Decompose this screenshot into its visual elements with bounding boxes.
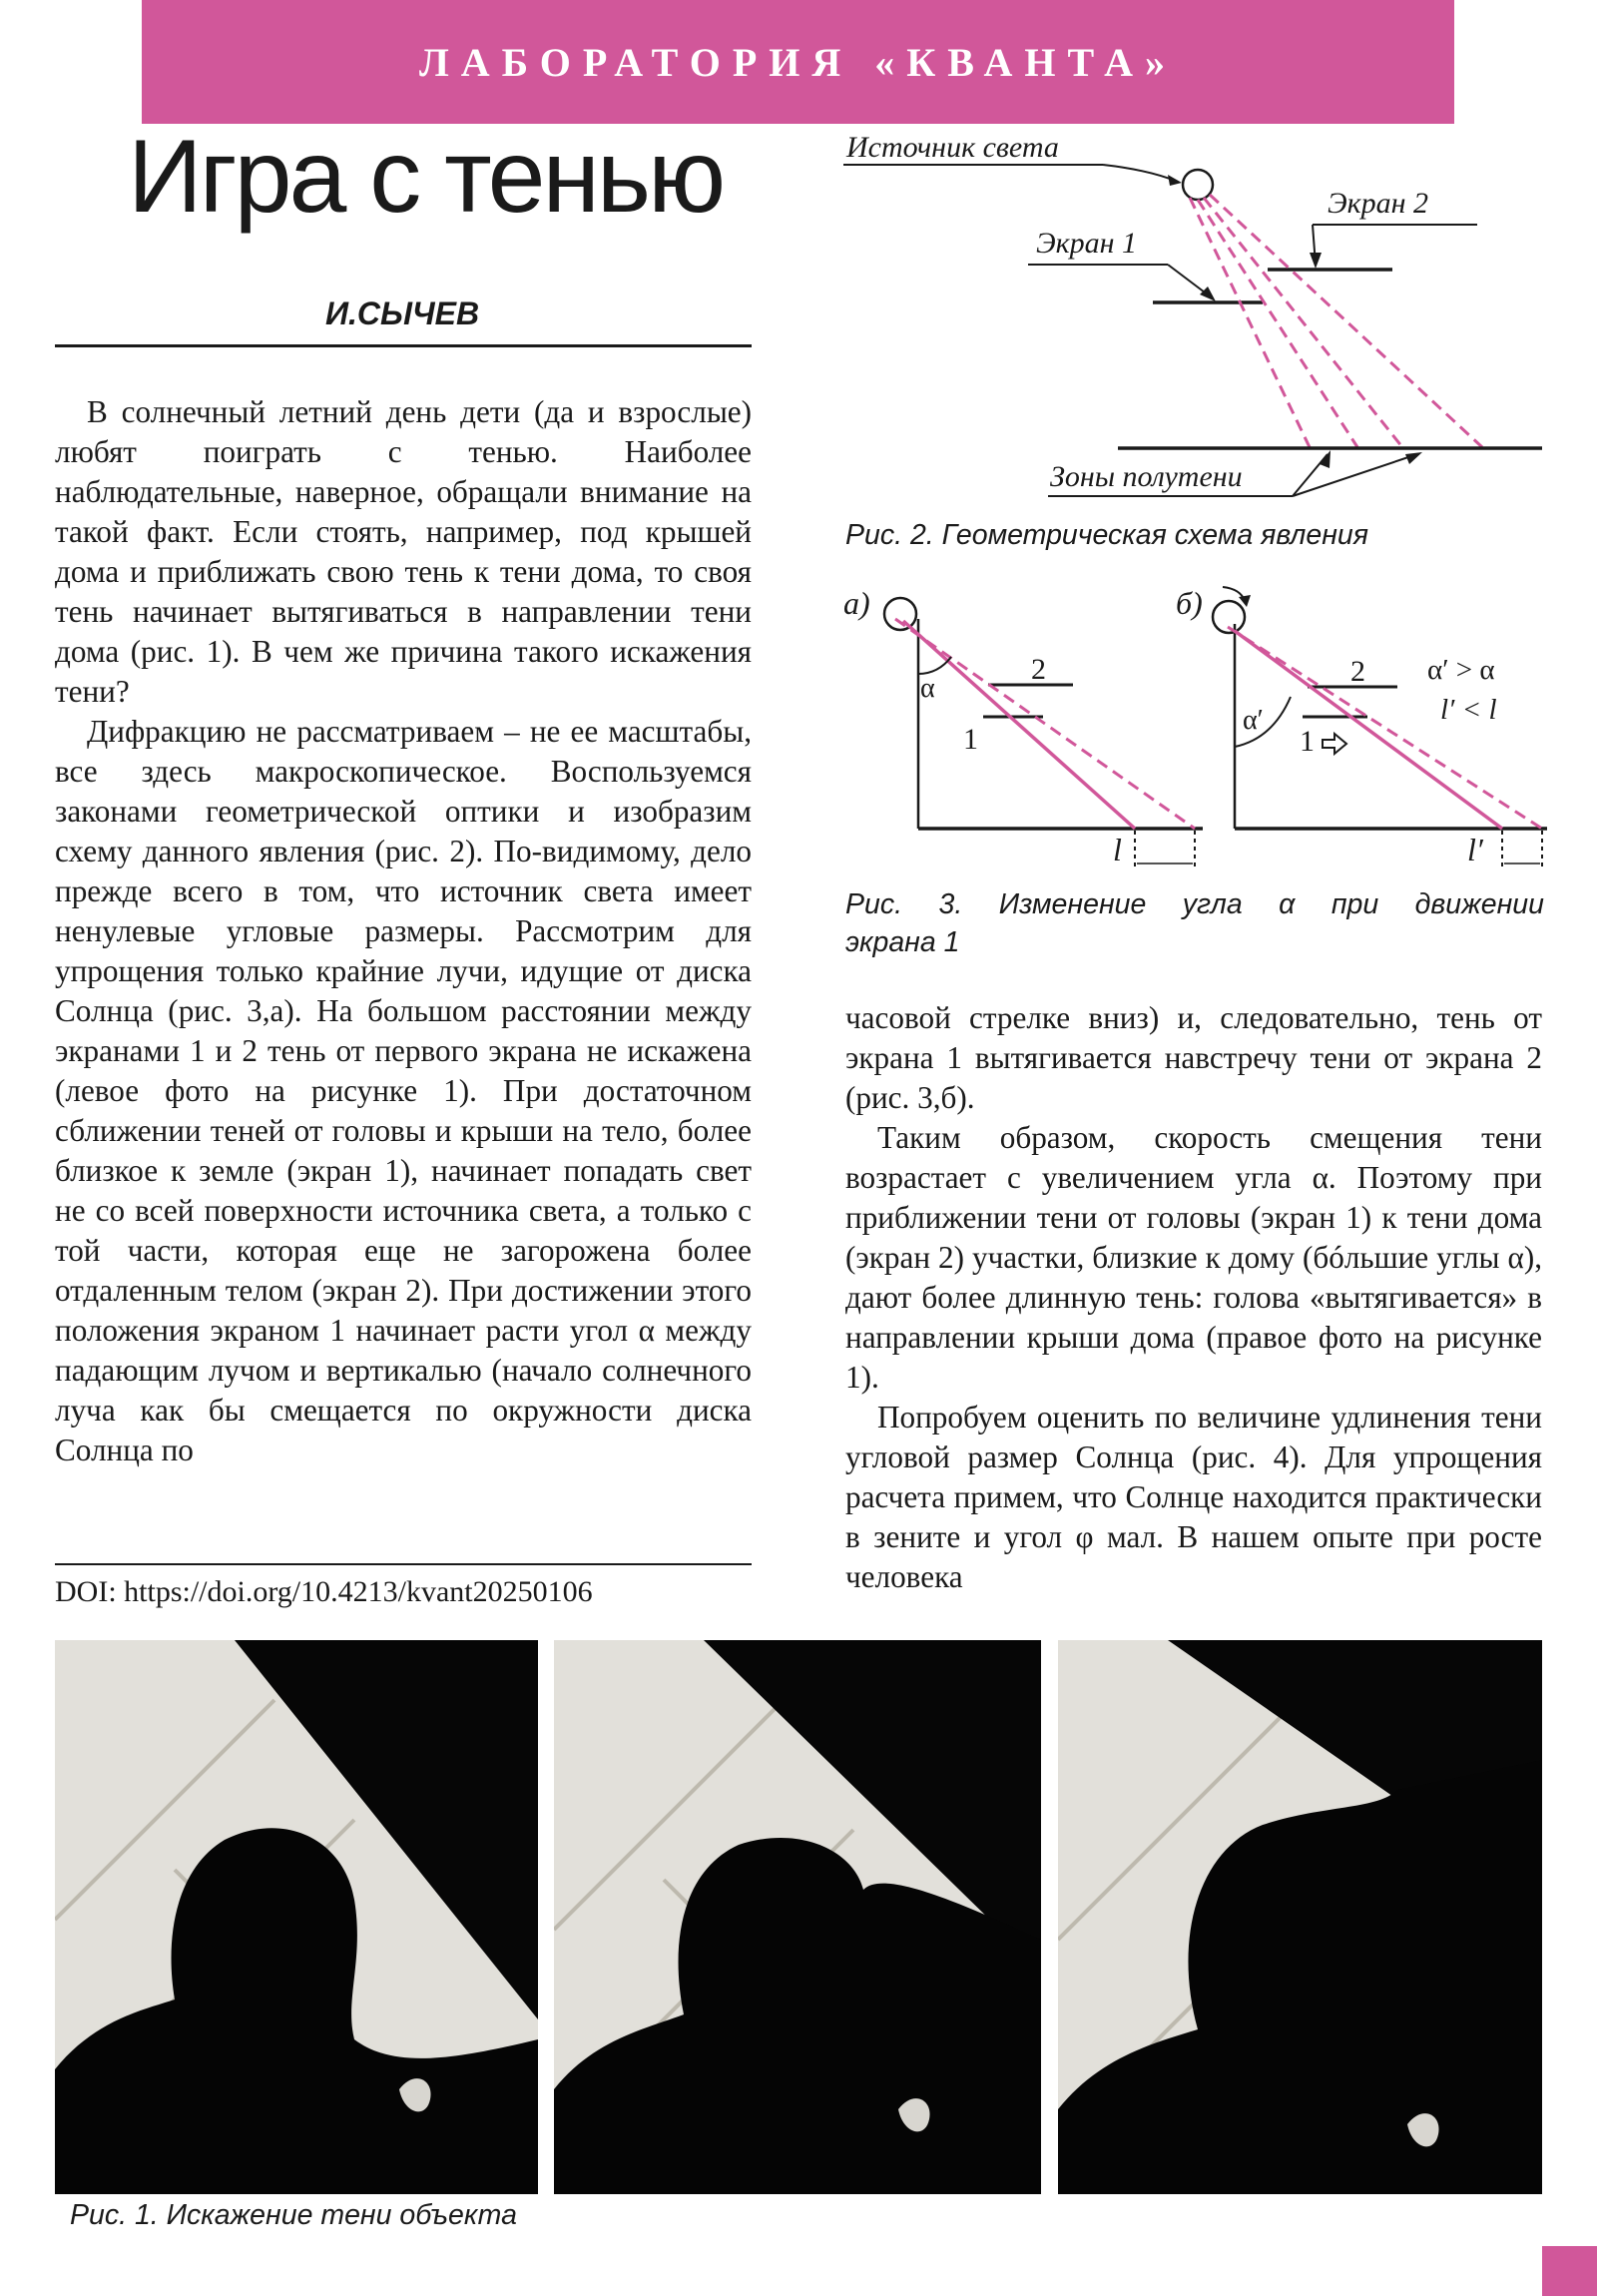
- panel-a-dashed-ray: [895, 619, 1195, 829]
- left-column: [55, 392, 752, 1550]
- source-label: Источник света: [846, 131, 1059, 164]
- penumbra-arrowhead-2: [1405, 452, 1422, 464]
- page-corner-accent: [1542, 2246, 1597, 2296]
- panel-b-relation-length: l′ < l: [1440, 694, 1497, 726]
- paragraph: часовой стрелке вниз) и, следовательно, тень от экрана 1 вытягивается навстречу тени от экрана 2 (рис. 3,б).: [845, 1000, 1542, 1115]
- panel-b-alpha-label: α′: [1243, 705, 1264, 736]
- panel-b-tag: б): [1176, 585, 1203, 621]
- section-header-band: [142, 0, 1454, 124]
- light-rays: [1190, 195, 1482, 447]
- panel-b-screen-2-label: 2: [1350, 655, 1365, 688]
- ray-3: [1204, 198, 1402, 447]
- panel-b-relation-angle: α′ > α: [1427, 654, 1495, 686]
- panel-a-tag: а): [843, 585, 870, 621]
- figure-2-diagram: [838, 125, 1557, 509]
- ray-4: [1210, 195, 1482, 447]
- figure-1-photo-middle: [554, 1640, 1041, 2194]
- ray-2: [1198, 200, 1357, 447]
- panel-b-dashed-ray: [1228, 627, 1542, 829]
- paragraph: В солнечный летний день дети (да и взрослые) любят поиграть с тенью. Наиболее наблюдательные, наверное, обращали внимание на такой факт. Если стоять, например, под крышей дома и приближать свою тень к тени дома, то своя тень начинает вытягиваться в направлении тени дома (рис. 1). В чем же причина такого искажения тени?: [55, 394, 752, 709]
- paragraph: Дифракцию не рассматриваем – не ее масштабы, все здесь макроскопическое. Воспользуемся законами геометрической оптики и изобразим схему данного явления (рис. 2). По-видимому, дело прежде всего в том, что источник света имеет ненулевые угловые размеры. Рассмотрим для упрощения только крайние лучи, идущие от диска Солнца (рис. 3,а). На большом расстоянии между экранами 1 и 2 тень от первого экрана не искажена (левое фото на рисунке 1). При достаточном сближении теней от головы и крыши на тело, более близкое к земле (экран 1), начинает попадать свет не со всей поверхности источника света, а только с той части, которая еще не загорожена более отдаленным телом (экран 2). При достижении этого положения экраном 1 начинает расти угол α между падающим лучом и вертикалью (начало солнечного луча как бы смещается по окружности диска Солнца по: [55, 714, 752, 1467]
- figure-1-caption: Рис. 1. Искажение тени объекта: [70, 2199, 517, 2231]
- paragraph: Попробуем оценить по величине удлинения тени угловой размер Солнца (рис. 4). Для упрощения расчета примем, что Солнце находится практически в зените и угол φ мал. В нашем опыте при росте человека: [845, 1400, 1542, 1594]
- figure-3-panel-b: [1176, 585, 1547, 868]
- paragraph: Таким образом, скорость смещения тени возрастает с увеличением угла α. Поэтому при приближении тени от головы (экран 1) к тени дома (экран 2) участки, близкие к дому (бóльшие углы α), дают более длинную тень: голова «вытягивается» в направлении крыши дома (правое фото на рисунке 1).: [845, 1120, 1542, 1395]
- light-source-circle: [1183, 170, 1213, 200]
- section-title: ЛАБОРАТОРИЯ «КВАНТА»: [418, 39, 1178, 85]
- panel-a-alpha-label: α: [920, 673, 935, 704]
- right-column: [845, 998, 1542, 1597]
- panel-b-length-label: l′: [1467, 832, 1483, 867]
- article-title: Игра с тенью: [128, 119, 724, 235]
- panel-a-screen-2-label: 2: [1031, 653, 1046, 686]
- doi-line: DOI: https://doi.org/10.4213/kvant20250106: [55, 1575, 593, 1608]
- figure-1-photo-right: [1058, 1640, 1542, 2194]
- panel-b-screen-1-label: 1: [1300, 725, 1315, 758]
- figure-3-diagram: [843, 579, 1557, 878]
- figure-1-photo-left: [55, 1640, 538, 2194]
- ray-1: [1190, 198, 1310, 447]
- penumbra-label: Зоны полутени: [1050, 460, 1243, 493]
- penumbra-arrowhead-1: [1320, 450, 1331, 468]
- screen-2-label: Экран 2: [1328, 187, 1429, 220]
- panel-a-length-label: l: [1113, 832, 1122, 867]
- panel-b-shift-arrow-icon: [1323, 734, 1346, 754]
- figure-3-caption-line-1: Рис. 3. Изменение угла α при движении: [845, 888, 1544, 920]
- figure-2-caption: Рис. 2. Геометрическая схема явления: [845, 519, 1368, 551]
- doi-divider: [55, 1563, 752, 1565]
- title-divider: [55, 344, 752, 347]
- figure-3-caption-line-2: экрана 1: [845, 926, 960, 958]
- panel-a-sun-circle: [884, 598, 916, 630]
- panel-a-solid-ray: [903, 621, 1135, 829]
- screen-1-pointer-arrowhead: [1200, 287, 1216, 301]
- figure-3-panel-a: [843, 585, 1203, 868]
- article-author: И.СЫЧЕВ: [324, 295, 480, 331]
- panel-a-screen-1-label: 1: [963, 723, 978, 756]
- figure-3-caption: [845, 885, 1544, 961]
- source-pointer-arrowhead: [1168, 175, 1182, 186]
- screen-1-label: Экран 1: [1036, 227, 1138, 260]
- source-pointer-line: [1103, 165, 1178, 182]
- screen-2-pointer-arrowhead: [1310, 253, 1322, 269]
